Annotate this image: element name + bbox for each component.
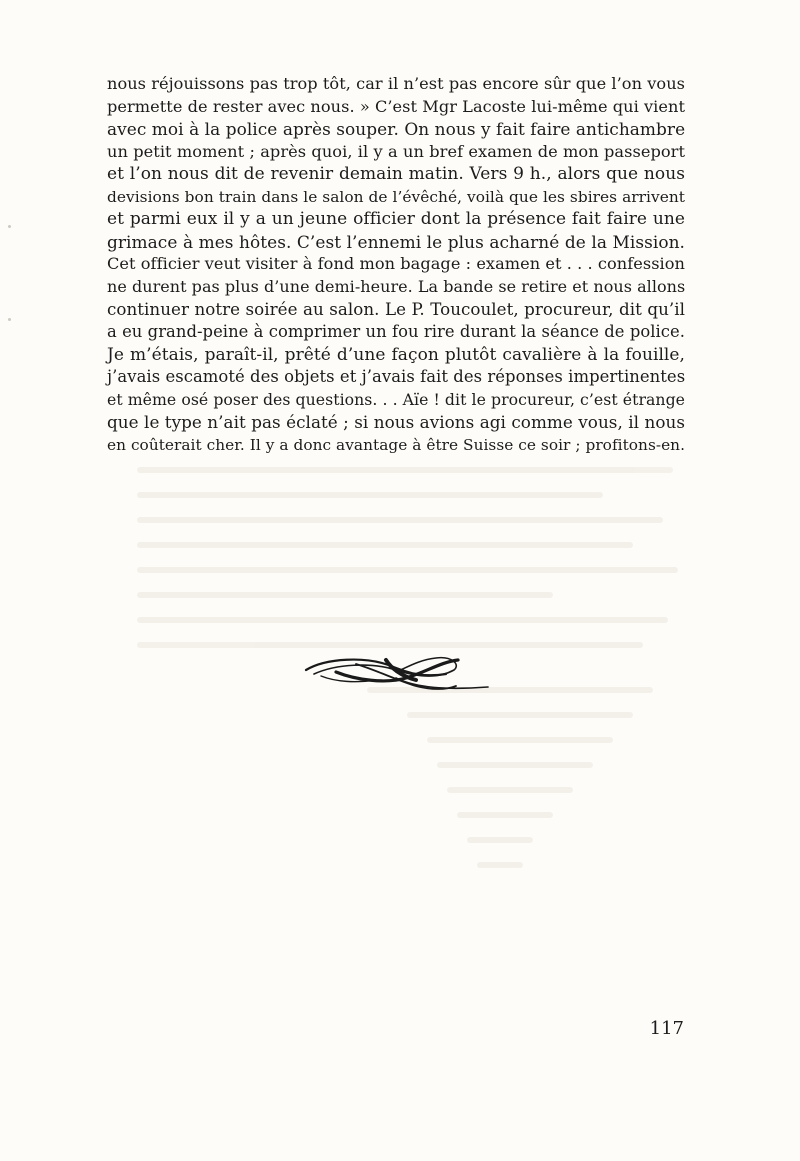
text-line: devisions bon train dans le salon de l’évêché, voilà que les sbires arrivent <box>107 187 685 206</box>
text-line: nous réjouissons pas trop tôt, car il n’est pas encore sûr que l’on vous <box>107 74 685 93</box>
paper-speck <box>8 318 11 321</box>
text-line: un petit moment ; après quoi, il y a un bref examen de mon passeport <box>107 141 685 161</box>
flourish-ornament-icon <box>296 650 492 696</box>
text-line: Je m’étais, paraît-il, prêté d’une façon plutôt cavalière à la fouille, <box>107 344 685 365</box>
text-line: Cet officier veut visiter à fond mon bagage : examen et . . . confession <box>107 254 685 274</box>
show-through-texture <box>130 450 690 970</box>
text-line: et l’on nous dit de revenir demain matin. Vers 9 h., alors que nous <box>107 164 685 185</box>
text-line: en coûterait cher. Il y a donc avantage à être Suisse ce soir ; profitons-en. <box>107 435 685 454</box>
text-line: ne durent pas plus d’une demi-heure. La bande se retire et nous allons <box>107 276 686 296</box>
text-line: que le type n’ait pas éclaté ; si nous avions agi comme vous, il nous <box>107 412 685 433</box>
text-line: permette de rester avec nous. » C’est Mgr Lacoste lui-même qui vient <box>107 96 685 116</box>
page-number: 117 <box>649 1018 684 1039</box>
text-line: continuer notre soirée au salon. Le P. Toucoulet, procureur, dit qu’il <box>107 299 685 320</box>
body-text <box>107 73 685 456</box>
text-line: j’avais escamoté des objets et j’avais fait des réponses impertinentes <box>107 367 686 387</box>
text-line: avec moi à la police après souper. On nous y fait faire antichambre <box>107 119 686 140</box>
text-line: a eu grand-peine à comprimer un fou rire durant la séance de police. <box>107 322 685 342</box>
text-line: et même osé poser des questions. . . Aïe ! dit le procureur, c’est étrange <box>107 389 685 409</box>
text-line: grimace à mes hôtes. C’est l’ennemi le plus acharné de la Mission. <box>107 231 685 252</box>
text-line: et parmi eux il y a un jeune officier dont la présence fait faire une <box>107 209 685 230</box>
paper-speck <box>8 225 11 228</box>
